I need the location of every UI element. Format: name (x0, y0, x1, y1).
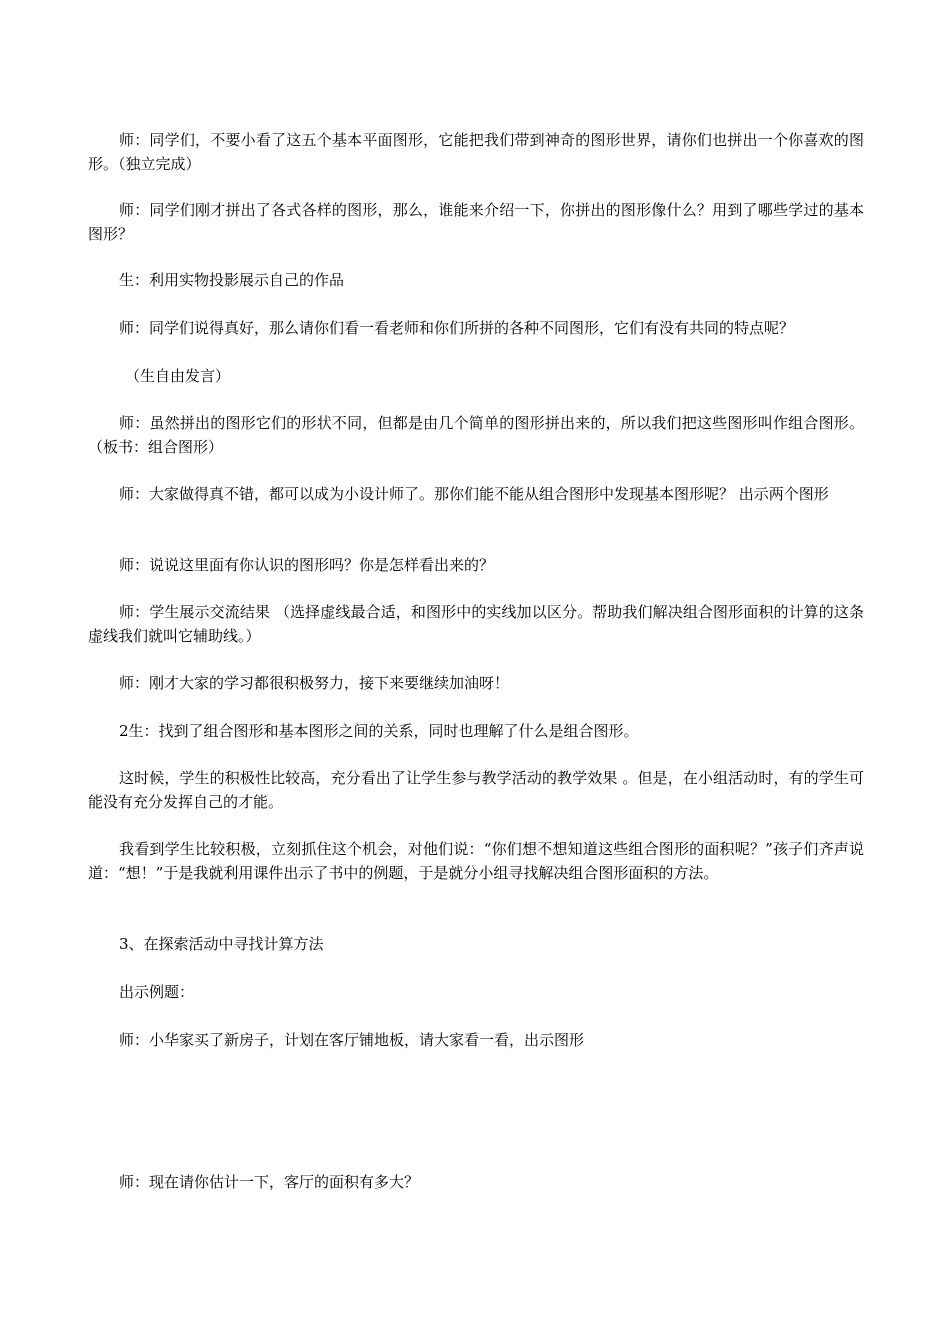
paragraph-2: 师：同学们刚才拼出了各式各样的图形，那么，谁能来介绍一下，你拼出的图形像什么？用到了哪些学过的基本图形？ (88, 201, 864, 243)
paragraph-7: 师：大家做得真不错，都可以成为小设计师了。那你们能不能从组合图形中发现基本图形呢？ 出示两个图形 (119, 485, 829, 503)
paragraph-6: 师：虽然拼出的图形它们的形状不同，但都是由几个简单的图形拼出来的，所以我们把这些图形叫作组合图形。（板书：组合图形） (88, 414, 864, 456)
paragraph-13: 我看到学生比较积极，立刻抓住这个机会，对他们说：“你们想不想知道这些组合图形的面积呢？”孩子们齐声说道：“想！”于是我就利用课件出示了书中的例题，于是就分小组寻找解决组合图形面积的方法。 (88, 840, 864, 882)
paragraph-4: 师：同学们说得真好，那么请你们看一看老师和你们所拼的各种不同图形，它们有没有共同的特点呢？ (119, 319, 795, 337)
paragraph-9: 师：学生展示交流结果 （选择虚线最合适，和图形中的实线加以区分。帮助我们解决组合图形面积的计算的这条虚线我们就叫它辅助线。） (88, 603, 864, 645)
paragraph-15: 出示例题： (119, 983, 195, 1001)
paragraph-8: 师：说说这里面有你认识的图形吗？你是怎样看出来的？ (119, 556, 495, 574)
paragraph-5: （生自由发言） (125, 367, 231, 385)
paragraph-14: 3、在探索活动中寻找计算方法 (119, 935, 324, 953)
paragraph-12: 这时候，学生的积极性比较高，充分看出了让学生参与教学活动的教学效果 。但是，在小组活动时，有的学生可能没有充分发挥自己的才能。 (88, 769, 864, 811)
paragraph-16: 师：小华家买了新房子，计划在客厅铺地板，请大家看一看，出示图形 (119, 1031, 585, 1049)
paragraph-11: 2生：找到了组合图形和基本图形之间的关系，同时也理解了什么是组合图形。 (119, 722, 639, 740)
paragraph-17: 师：现在请你估计一下，客厅的面积有多大？ (119, 1173, 420, 1191)
paragraph-3: 生：利用实物投影展示自己的作品 (119, 271, 345, 289)
paragraph-1: 师：同学们，不要小看了这五个基本平面图形，它能把我们带到神奇的图形世界，请你们也拼出一个你喜欢的图形。（独立完成） (88, 131, 864, 173)
paragraph-10: 师：刚才大家的学习都很积极努力，接下来要继续加油呀！ (119, 674, 510, 692)
